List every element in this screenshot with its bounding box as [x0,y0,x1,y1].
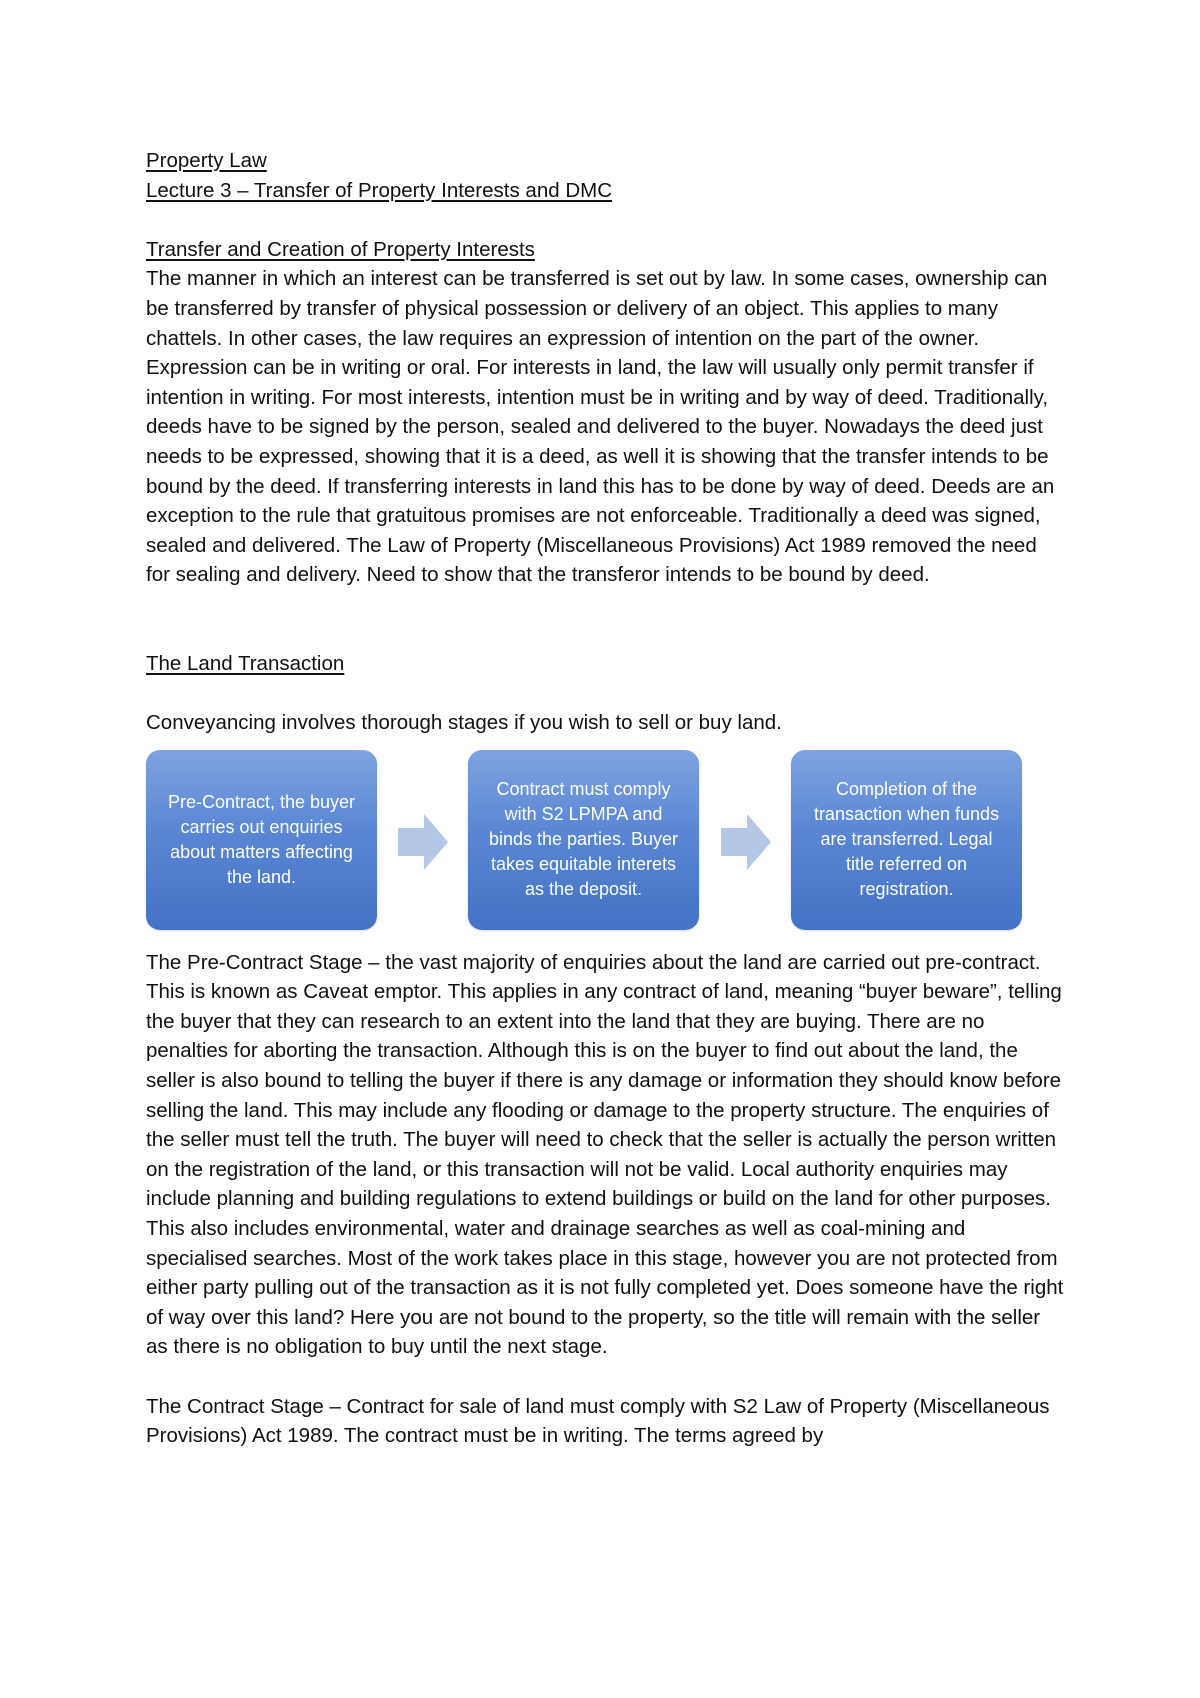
document-page [146,146,1066,1451]
flow-box-pre-contract [146,750,377,930]
chevron-right-arrow-icon [398,814,448,870]
paragraph-pre-contract-stage: The Pre-Contract Stage – the vast majority of enquiries about the land are carried out pre-contract. This is known as Caveat emptor. This applies in any contract of land, meaning “buyer beware”, telling the buyer that they can research to an extent into the land that they are buying. There are no penalties for aborting the transaction. Although this is on the buyer to find out about the land, the seller is also bound to telling the buyer if there is any damage or information they should know before selling the land. This may include any flooding or damage to the property structure. The enquiries of the seller must tell the truth. The buyer will need to check that the seller is actually the person written on the registration of the land, or this transaction will not be valid. Local authority enquiries may include planning and building regulations to extend buildings or build on the land for other purposes. This also includes environmental, water and drainage searches as well as coal-mining and specialised searches. Most of the work takes place in this stage, however you are not protected from either party pulling out of the transaction as it is not fully completed yet. Does someone have the right of way over this land? Here you are not bound to the property, so the title will remain with the seller as there is no obligation to buy until the next stage. [146,950,1064,1359]
spacer [146,679,1066,709]
spacer [146,590,1066,649]
chevron-right-arrow-icon [721,814,771,870]
process-flow-diagram [146,750,1026,936]
paragraph-conveyancing-intro: Conveyancing involves thorough stages if you wish to sell or buy land. [146,711,782,735]
paragraph-contract-stage: The Contract Stage – Contract for sale of land must comply with S2 Law of Property (Miscellaneous Provisions) Act 1989. The contract must be in writing. The terms agreed by [146,1394,1050,1448]
flow-box-text: Completion of the transaction when funds are transferred. Legal title referred on registration. [813,779,1000,900]
lecture-title: Lecture 3 – Transfer of Property Interests and DMC [146,178,613,202]
flow-box-text: Contract must comply with S2 LPMPA and binds the parties. Buyer takes equitable interets as the deposit. [488,779,679,900]
flow-box-contract [468,750,699,930]
flow-box-completion [791,750,1022,930]
section-heading-transfer: Transfer and Creation of Property Interests [146,237,535,261]
spacer [146,1362,1066,1392]
flow-box-text: Pre-Contract, the buyer carries out enquiries about matters affecting the land. [167,791,356,887]
paragraph-transfer: The manner in which an interest can be transferred is set out by law. In some cases, ownership can be transferred by transfer of physical possession or delivery of an object. This applies to many chattels. In other cases, the law requires an expression of intention on the part of the owner. Expression can be in writing or oral. For interests in land, the law will usually only permit transfer if intention in writing. For most interests, intention must be in writing and by way of deed. Traditionally, deeds have to be signed by the person, sealed and delivered to the buyer. Nowadays the deed just needs to be expressed, showing that it is a deed, as well it is showing that the transfer intends to be bound by the deed. If transferring interests in land this has to be done by way of deed. Deeds are an exception to the rule that gratuitous promises are not enforceable. Traditionally a deed was signed, sealed and delivered. The Law of Property (Miscellaneous Provisions) Act 1989 removed the need for sealing and delivery. Need to show that the transferor intends to be bound by deed. [146,267,1055,587]
spacer [146,205,1066,235]
document-title: Property Law [146,149,267,172]
section-heading-land-transaction: The Land Transaction [146,651,345,675]
